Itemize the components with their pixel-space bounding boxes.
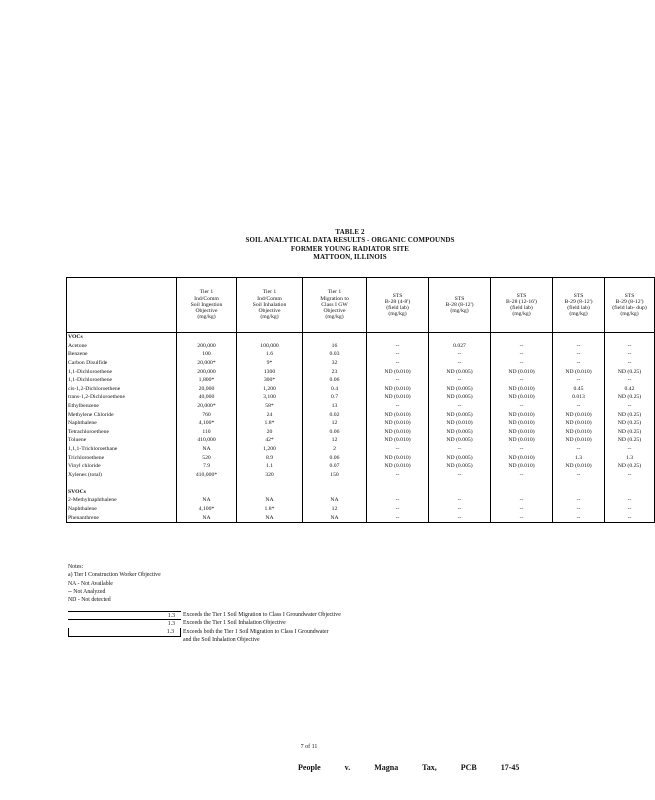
value-cell: ND (0.25) xyxy=(605,462,655,471)
table-row xyxy=(67,350,655,359)
value-cell: -- xyxy=(553,513,605,522)
parameter-cell: Trichloroethene xyxy=(67,453,177,462)
value-cell: -- xyxy=(605,496,655,505)
value-cell xyxy=(237,479,303,488)
value-cell: NA xyxy=(237,496,303,505)
legend-text: and the Soil Inhalation Objective xyxy=(183,637,260,644)
value-cell: 0.42 xyxy=(605,385,655,394)
value-cell: -- xyxy=(367,513,429,522)
table-row xyxy=(67,419,655,428)
parameter-cell: 1,1-Dichloroethene xyxy=(67,367,177,376)
value-cell: 1.8* xyxy=(237,505,303,514)
value-cell: -- xyxy=(605,505,655,514)
header-column: STS B-29 (8-12') (field lab- dup) (mg/kg) xyxy=(605,278,655,333)
value-cell: -- xyxy=(553,402,605,411)
value-cell: -- xyxy=(367,496,429,505)
value-cell: ND (0.010) xyxy=(491,367,553,376)
footer-citation xyxy=(298,763,541,772)
value-cell: -- xyxy=(605,342,655,351)
value-cell: -- xyxy=(491,402,553,411)
parameter-cell: Toluene xyxy=(67,436,177,445)
value-cell: ND (0.005) xyxy=(429,385,491,394)
value-cell: 16 xyxy=(303,342,367,351)
value-cell xyxy=(553,479,605,488)
value-cell: ND (0.25) xyxy=(605,428,655,437)
parameter-cell: 1,1,1-Trichloroethane xyxy=(67,445,177,454)
value-cell: -- xyxy=(367,402,429,411)
value-cell: ND (0.010) xyxy=(491,436,553,445)
header-parameter xyxy=(67,278,177,333)
parameter-cell: Carbon Disulfide xyxy=(67,359,177,368)
table-row xyxy=(67,359,655,368)
table-header-row xyxy=(67,278,655,333)
parameter-cell: Vinyl chloride xyxy=(67,462,177,471)
value-cell: ND (0.010) xyxy=(367,453,429,462)
notes-heading: Notes: xyxy=(68,564,84,570)
value-cell: 300* xyxy=(237,376,303,385)
value-cell: ND (0.010) xyxy=(491,428,553,437)
value-cell xyxy=(605,479,655,488)
title-line-4: MATTOON, ILLINOIS xyxy=(313,252,387,261)
value-cell: ND (0.010) xyxy=(491,419,553,428)
value-cell: 760 xyxy=(177,410,237,419)
parameter-cell: VOCs xyxy=(67,333,177,342)
value-cell: -- xyxy=(367,350,429,359)
value-cell: -- xyxy=(429,496,491,505)
value-cell: 410,000* xyxy=(177,471,237,480)
value-cell: 4,100* xyxy=(177,505,237,514)
table-row xyxy=(67,367,655,376)
value-cell: NA xyxy=(237,513,303,522)
parameter-cell: trans-1,2-Dichloroethene xyxy=(67,393,177,402)
value-cell: 1,200 xyxy=(237,445,303,454)
value-cell: ND (0.010) xyxy=(553,410,605,419)
value-cell: 42* xyxy=(237,436,303,445)
value-cell: ND (0.005) xyxy=(429,393,491,402)
value-cell: 320 xyxy=(237,471,303,480)
value-cell: 58* xyxy=(237,402,303,411)
section-row xyxy=(67,488,655,497)
value-cell: -- xyxy=(553,359,605,368)
value-cell: ND (0.010) xyxy=(553,436,605,445)
legend-row xyxy=(68,619,388,627)
value-cell: ND (0.010) xyxy=(367,393,429,402)
value-cell: 200,000 xyxy=(177,342,237,351)
value-cell: 40,000 xyxy=(177,393,237,402)
value-cell: ND (0.25) xyxy=(605,367,655,376)
value-cell xyxy=(605,333,655,342)
value-cell xyxy=(303,479,367,488)
value-cell: -- xyxy=(491,342,553,351)
value-cell xyxy=(303,333,367,342)
parameter-cell: Phenanthrene xyxy=(67,513,177,522)
value-cell: ND (0.005) xyxy=(429,367,491,376)
table-row xyxy=(67,410,655,419)
table-row xyxy=(67,393,655,402)
value-cell: ND (0.005) xyxy=(429,436,491,445)
value-cell: -- xyxy=(491,496,553,505)
value-cell: -- xyxy=(605,402,655,411)
value-cell: 3,100 xyxy=(237,393,303,402)
title-line-3: FORMER YOUNG RADIATOR SITE xyxy=(290,244,410,253)
page-number: 7 of 11 xyxy=(300,744,318,750)
value-cell: ND (0.010) xyxy=(367,419,429,428)
soil-data-table xyxy=(66,277,655,523)
header-column: Tier 1 Ind/Comm Soil Inhalation Objective (mg/kg) xyxy=(237,278,303,333)
value-cell xyxy=(491,479,553,488)
value-cell xyxy=(177,488,237,497)
value-cell: 12 xyxy=(303,419,367,428)
footer-word: v. xyxy=(344,763,351,772)
value-cell: ND (0.010) xyxy=(553,462,605,471)
footer-word: PCB xyxy=(460,763,477,772)
value-cell: ND (0.005) xyxy=(429,453,491,462)
value-cell: 7.9 xyxy=(177,462,237,471)
value-cell: -- xyxy=(429,471,491,480)
value-cell: 520 xyxy=(177,453,237,462)
value-cell: ND (0.010) xyxy=(491,393,553,402)
value-cell: ND (0.010) xyxy=(553,419,605,428)
value-cell: ND (0.25) xyxy=(605,410,655,419)
value-cell: 0.06 xyxy=(303,376,367,385)
value-cell: 20,000* xyxy=(177,402,237,411)
value-cell: -- xyxy=(491,513,553,522)
value-cell xyxy=(367,333,429,342)
value-cell: ND (0.010) xyxy=(367,462,429,471)
value-cell: 0.013 xyxy=(553,393,605,402)
value-cell: 0.45 xyxy=(553,385,605,394)
value-cell: 200,000 xyxy=(177,367,237,376)
value-cell: 1.3 xyxy=(553,453,605,462)
value-cell: 0.7 xyxy=(303,393,367,402)
value-cell: 20,000 xyxy=(177,385,237,394)
note-line: a) Tier I Construction Worker Objective xyxy=(68,572,161,579)
value-cell: ND (0.010) xyxy=(367,385,429,394)
value-cell xyxy=(491,488,553,497)
table-row xyxy=(67,462,655,471)
footer-word: 17-45 xyxy=(500,763,520,772)
title-line-1: TABLE 2 xyxy=(335,228,365,236)
table-row xyxy=(67,385,655,394)
value-cell: ND (0.010) xyxy=(553,428,605,437)
value-cell: -- xyxy=(491,445,553,454)
value-cell: -- xyxy=(553,471,605,480)
value-cell: 1300 xyxy=(237,367,303,376)
value-cell: NA xyxy=(303,513,367,522)
value-cell xyxy=(429,479,491,488)
value-cell xyxy=(177,479,237,488)
value-cell: -- xyxy=(491,505,553,514)
value-cell: 100,000 xyxy=(237,342,303,351)
value-cell xyxy=(367,488,429,497)
value-cell: -- xyxy=(491,376,553,385)
value-cell: 20 xyxy=(237,428,303,437)
value-cell: 4,100* xyxy=(177,419,237,428)
value-cell xyxy=(237,488,303,497)
table-row xyxy=(67,453,655,462)
title-line-2: SOIL ANALYTICAL DATA RESULTS - ORGANIC COMPOUNDS xyxy=(245,236,455,245)
value-cell: -- xyxy=(367,445,429,454)
value-cell: ND (0.25) xyxy=(605,419,655,428)
value-cell: 0.03 xyxy=(303,350,367,359)
legend-value: 1.3 xyxy=(68,619,181,628)
value-cell: ND (0.010) xyxy=(553,367,605,376)
value-cell xyxy=(429,333,491,342)
value-cell: 8.9 xyxy=(237,453,303,462)
value-cell: 32 xyxy=(303,359,367,368)
value-cell: -- xyxy=(429,359,491,368)
table-row xyxy=(67,436,655,445)
value-cell: -- xyxy=(553,445,605,454)
table-row xyxy=(67,496,655,505)
value-cell: ND (0.010) xyxy=(491,453,553,462)
value-cell: 20,000* xyxy=(177,359,237,368)
value-cell: -- xyxy=(367,359,429,368)
value-cell xyxy=(553,488,605,497)
value-cell: 24 xyxy=(237,410,303,419)
value-cell: 23 xyxy=(303,367,367,376)
value-cell: ND (0.010) xyxy=(367,428,429,437)
value-cell: -- xyxy=(553,505,605,514)
value-cell: 1.3 xyxy=(605,453,655,462)
table-title xyxy=(200,228,500,261)
value-cell: -- xyxy=(429,505,491,514)
table-row xyxy=(67,342,655,351)
table-row xyxy=(67,471,655,480)
value-cell: -- xyxy=(605,513,655,522)
value-cell xyxy=(367,479,429,488)
value-cell: -- xyxy=(605,445,655,454)
value-cell: -- xyxy=(553,342,605,351)
table-row xyxy=(67,513,655,522)
header-column: STS B-29 (8-12') (field lab) (mg/kg) xyxy=(553,278,605,333)
value-cell: -- xyxy=(605,359,655,368)
table-row xyxy=(67,376,655,385)
parameter-cell: Acetone xyxy=(67,342,177,351)
parameter-cell: 2-Methylnaphthalene xyxy=(67,496,177,505)
value-cell: NA xyxy=(177,513,237,522)
header-column: Tier 1 Ind/Comm Soil Ingestion Objective (mg/kg) xyxy=(177,278,237,333)
value-cell: -- xyxy=(491,471,553,480)
value-cell: ND (0.010) xyxy=(429,419,491,428)
value-cell: 1,800* xyxy=(177,376,237,385)
value-cell: -- xyxy=(429,402,491,411)
parameter-cell: Xylenes (total) xyxy=(67,471,177,480)
value-cell xyxy=(177,333,237,342)
spacer-row xyxy=(67,479,655,488)
value-cell: -- xyxy=(367,376,429,385)
value-cell xyxy=(303,488,367,497)
header-column: STS B-28 (12-16') (field lab) (mg/kg) xyxy=(491,278,553,333)
legend-value: 1.3 xyxy=(68,611,181,620)
value-cell: -- xyxy=(429,376,491,385)
value-cell: -- xyxy=(491,350,553,359)
value-cell: 410,000 xyxy=(177,436,237,445)
table-row xyxy=(67,445,655,454)
table-body xyxy=(67,333,655,523)
legend-value: 1.3 xyxy=(68,628,181,637)
value-cell: 1.1 xyxy=(237,462,303,471)
value-cell: 0.06 xyxy=(303,428,367,437)
value-cell: -- xyxy=(429,445,491,454)
header-column: Tier 1 Migration to Class I GW Objective (mg/kg) xyxy=(303,278,367,333)
value-cell: ND (0.010) xyxy=(491,410,553,419)
value-cell: ND (0.010) xyxy=(367,410,429,419)
value-cell: ND (0.010) xyxy=(367,367,429,376)
value-cell: ND (0.005) xyxy=(429,428,491,437)
value-cell: -- xyxy=(605,471,655,480)
value-cell: 12 xyxy=(303,505,367,514)
value-cell: 2 xyxy=(303,445,367,454)
legend-text: Exceeds the Tier 1 Soil Inhalation Objective xyxy=(183,620,286,627)
value-cell: -- xyxy=(605,350,655,359)
value-cell: 0.4 xyxy=(303,385,367,394)
value-cell xyxy=(237,333,303,342)
value-cell: 0.06 xyxy=(303,453,367,462)
note-line: ND - Not detected xyxy=(68,597,111,604)
table-row xyxy=(67,505,655,514)
value-cell: -- xyxy=(367,342,429,351)
value-cell xyxy=(605,488,655,497)
legend-row xyxy=(68,611,388,619)
parameter-cell: Benzene xyxy=(67,350,177,359)
value-cell: 1.6 xyxy=(237,350,303,359)
value-cell: -- xyxy=(429,350,491,359)
value-cell: 0.07 xyxy=(303,462,367,471)
parameter-cell: 1,1-Dichloroethene xyxy=(67,376,177,385)
value-cell: NA xyxy=(177,496,237,505)
value-cell: -- xyxy=(429,513,491,522)
value-cell: 1,200 xyxy=(237,385,303,394)
section-row xyxy=(67,333,655,342)
value-cell: ND (0.25) xyxy=(605,393,655,402)
legend-block xyxy=(68,611,388,645)
legend-row xyxy=(68,636,388,644)
parameter-cell: Methylene Chloride xyxy=(67,410,177,419)
value-cell xyxy=(429,488,491,497)
table-row xyxy=(67,428,655,437)
value-cell: 12 xyxy=(303,436,367,445)
notes-block xyxy=(68,563,161,604)
parameter-cell: Tetrachloroethene xyxy=(67,428,177,437)
header-column: STS B-28 (4-8') (field lab) (mg/kg) xyxy=(367,278,429,333)
value-cell: -- xyxy=(553,376,605,385)
value-cell: -- xyxy=(367,471,429,480)
value-cell: 13 xyxy=(303,402,367,411)
value-cell: -- xyxy=(367,505,429,514)
parameter-cell: Naphthalene xyxy=(67,419,177,428)
value-cell: -- xyxy=(553,350,605,359)
value-cell: NA xyxy=(303,496,367,505)
value-cell: ND (0.005) xyxy=(429,462,491,471)
parameter-cell: Naphthalene xyxy=(67,505,177,514)
header-column: STS B-28 (8-12') (mg/kg) xyxy=(429,278,491,333)
value-cell: 0.027 xyxy=(429,342,491,351)
value-cell: 150 xyxy=(303,471,367,480)
value-cell: ND (0.25) xyxy=(605,436,655,445)
footer-word: Magna xyxy=(374,763,399,772)
legend-row xyxy=(68,628,388,636)
parameter-cell: SVOCs xyxy=(67,488,177,497)
legend-text: Exceeds both the Tier 1 Soil Migration to Class I Groundwater xyxy=(183,628,329,635)
value-cell: -- xyxy=(553,496,605,505)
footer-word: People xyxy=(298,763,321,772)
value-cell: -- xyxy=(605,376,655,385)
parameter-cell xyxy=(67,479,177,488)
parameter-cell: cis-1,2-Dichloroethene xyxy=(67,385,177,394)
value-cell: ND (0.005) xyxy=(429,410,491,419)
value-cell: 110 xyxy=(177,428,237,437)
value-cell: 100 xyxy=(177,350,237,359)
value-cell xyxy=(491,333,553,342)
value-cell: ND (0.010) xyxy=(491,462,553,471)
value-cell: 9* xyxy=(237,359,303,368)
note-line: NA - Not Available xyxy=(68,580,113,587)
value-cell: NA xyxy=(177,445,237,454)
parameter-cell: Ethylbenzene xyxy=(67,402,177,411)
note-line: -- Not Analyzed xyxy=(68,588,106,595)
value-cell: ND (0.010) xyxy=(367,436,429,445)
footer-word: Tax, xyxy=(422,763,437,772)
value-cell: -- xyxy=(491,359,553,368)
value-cell: ND (0.010) xyxy=(491,385,553,394)
legend-text: Exceeds the Tier 1 Soil Migration to Class I Groundwater Objective xyxy=(183,612,341,618)
value-cell: 0.02 xyxy=(303,410,367,419)
value-cell: 1.8* xyxy=(237,419,303,428)
value-cell xyxy=(553,333,605,342)
table-row xyxy=(67,402,655,411)
